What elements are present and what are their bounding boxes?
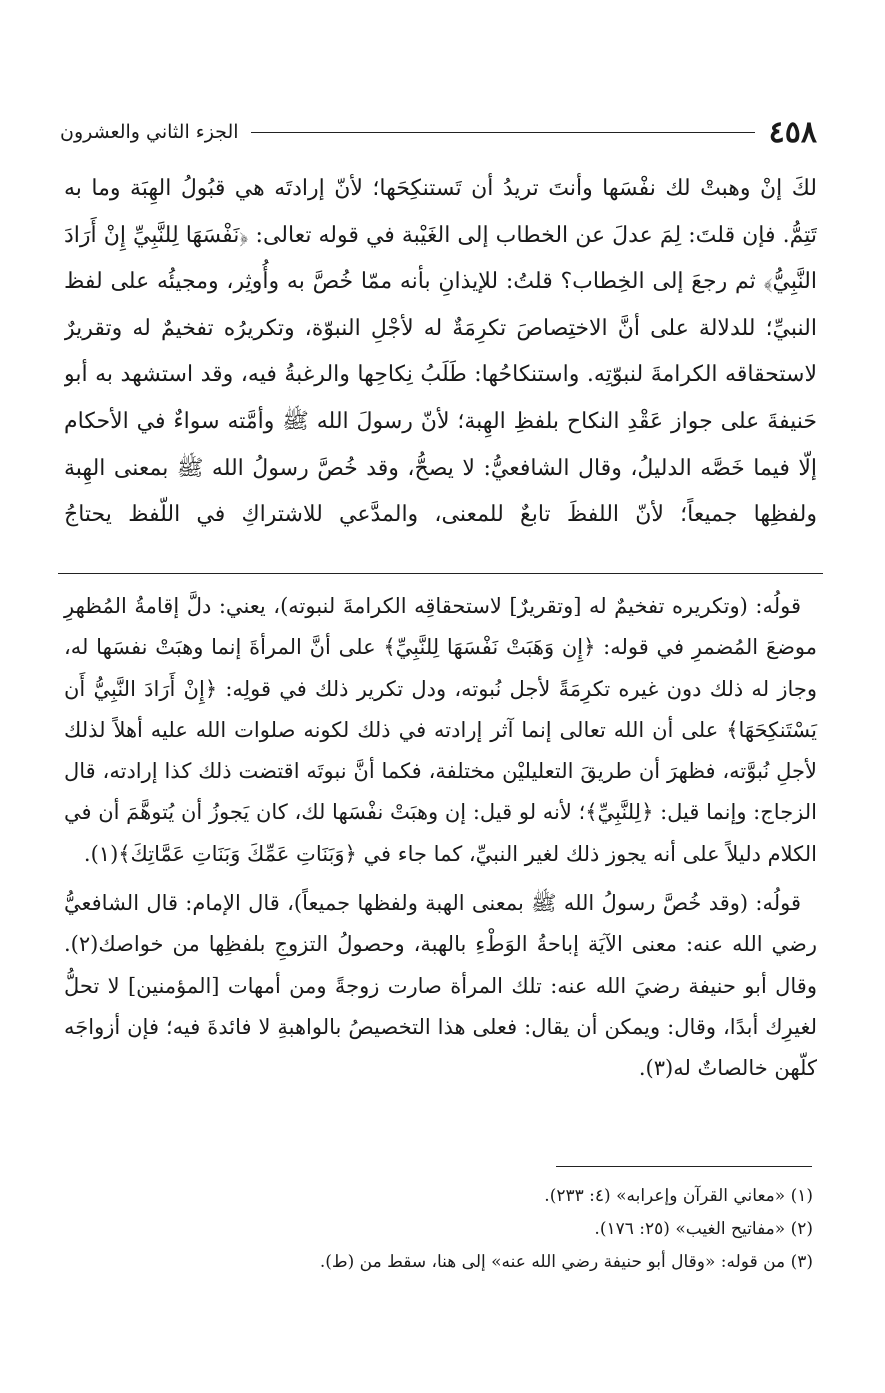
running-title: الجزء الثاني والعشرون bbox=[60, 121, 239, 143]
commentary bbox=[64, 586, 817, 1090]
commentary-paragraph: قولُه: (وقد خُصَّ رسولُ الله ﷺ بمعنى الهبة ولفظها جميعاً)، قال الإمام: قال الشافعيُّ رضي الله عنه: معنى الآيَة إباحةُ الوَطْءِ بالهبة، وحصولُ التزوجِ بلفظِها من خواصك(٢). وقال أبو حنيفة رضيَ الله عنه: تلك المرأة صارت زوجةً ومن أمهات [المؤمنين] لا تحلُّ لغيرِك أبدًا، وقال: ويمكن أن يقال: فعلى هذا التخصيصُ بالواهبةِ لا فائدةَ فيه؛ فإن أزواجَه كلّهن خالصاتٌ له(٣). bbox=[64, 891, 817, 1081]
footnote-2: (٢) «مفاتيح الغيب» (٢٥: ١٧٦). bbox=[594, 1219, 813, 1239]
footnotes bbox=[64, 1180, 813, 1279]
header-rule bbox=[251, 132, 755, 133]
page-number: ٤٥٨ bbox=[768, 114, 817, 150]
text-separator bbox=[58, 573, 823, 574]
page-header bbox=[60, 112, 817, 152]
main-text: لكَ إنْ وهبتْ لك نفْسَها وأنتَ تريدُ أن تَستنكِحَها؛ لأنّ إرادتَه هي قبُولُ الهِبَة وما به تَتِمُّ. فإن قلتَ: لِمَ عدلَ عن الخطاب إلى الغَيْبة في قوله تعالى: ﴿نَفْسَهَا لِلنَّبِيِّ إِنْ أَرَادَ النَّبِيُّ﴾ ثم رجعَ إلى الخِطاب؟ قلتُ: للإيذانِ بأنه ممّا خُصَّ به وأُوثِر، ومجيئُه على لفظ النبيِّ؛ للدلالة على أنَّ الاختِصاصَ تكرِمَةٌ له لأجْلِ النبوّة، وتكريرُه تفخيمٌ له وتقريرٌ لاستحقاقه الكرامةَ لنبوّتِه. واستنكاحُها: طَلَبُ نِكاحِها والرغبةُ فيه، وقد استشهد به أبو حَنيفةَ على جواز عَقْدِ النكاح بلفظِ الهِبة؛ لأنّ رسولَ الله ﷺ وأمَّته سواءٌ في الأحكام إلّا فيما خَصَّه الدليلُ، وقال الشافعيُّ: لا يصحُّ، وقد خُصَّ رسولُ الله ﷺ بمعنى الهِبة ولفظِها جميعاً؛ لأنّ اللفظَ تابعٌ للمعنى، والمدَّعي للاشتراكِ في اللّفظ يحتاجُ bbox=[64, 176, 817, 528]
footnote-1: (١) «معاني القرآن وإعرابه» (٤: ٢٣٣). bbox=[544, 1186, 813, 1206]
commentary-paragraph: قولُه: (وتكريره تفخيمٌ له [وتقريرٌ] لاستحقاقِه الكرامةَ لنبوته)، يعني: دلَّ إقامةُ المُظهرِ موضعَ المُضمرِ في قوله: ﴿إِن وَهَبَتْ نَفْسَهَا لِلنَّبِيِّ﴾ على أنَّ المرأةَ إنما وهبَتْ نفسَها له، وجاز له ذلك دون غيره تكرِمَةً لأجل نُبوته، ودل تكرير ذلك في قولِه: ﴿إِنْ أَرَادَ النَّبِيُّ أَن يَسْتَنكِحَهَا﴾ على أن الله تعالى إنما آثر إرادته في ذلك لكونه صلوات الله عليه أهلاً لذلك لأجلِ نُبوَّته، فظهرَ أن طريقَ التعليليْن مختلفة، فكما أنَّ نبوتَه اقتضت ذلك كذا إرادته، قال الزجاج: وإنما قيل: ﴿لِلنَّبِيِّ﴾؛ لأنه لو قيل: إن وهبَتْ نفْسَها لك، كان يَجوزُ أن يُتوهَّمَ أن في الكلام دليلاً على أنه يجوز ذلك لغير النبيِّ، كما جاء في ﴿وَبَنَاتِ عَمِّكَ وَبَنَاتِ عَمَّاتِكَ﴾(١). bbox=[64, 594, 817, 866]
footnote-rule bbox=[556, 1166, 812, 1167]
footnote-3: (٣) من قوله: «وقال أبو حنيفة رضي الله عنه» إلى هنا، سقط من (ط). bbox=[319, 1252, 813, 1272]
